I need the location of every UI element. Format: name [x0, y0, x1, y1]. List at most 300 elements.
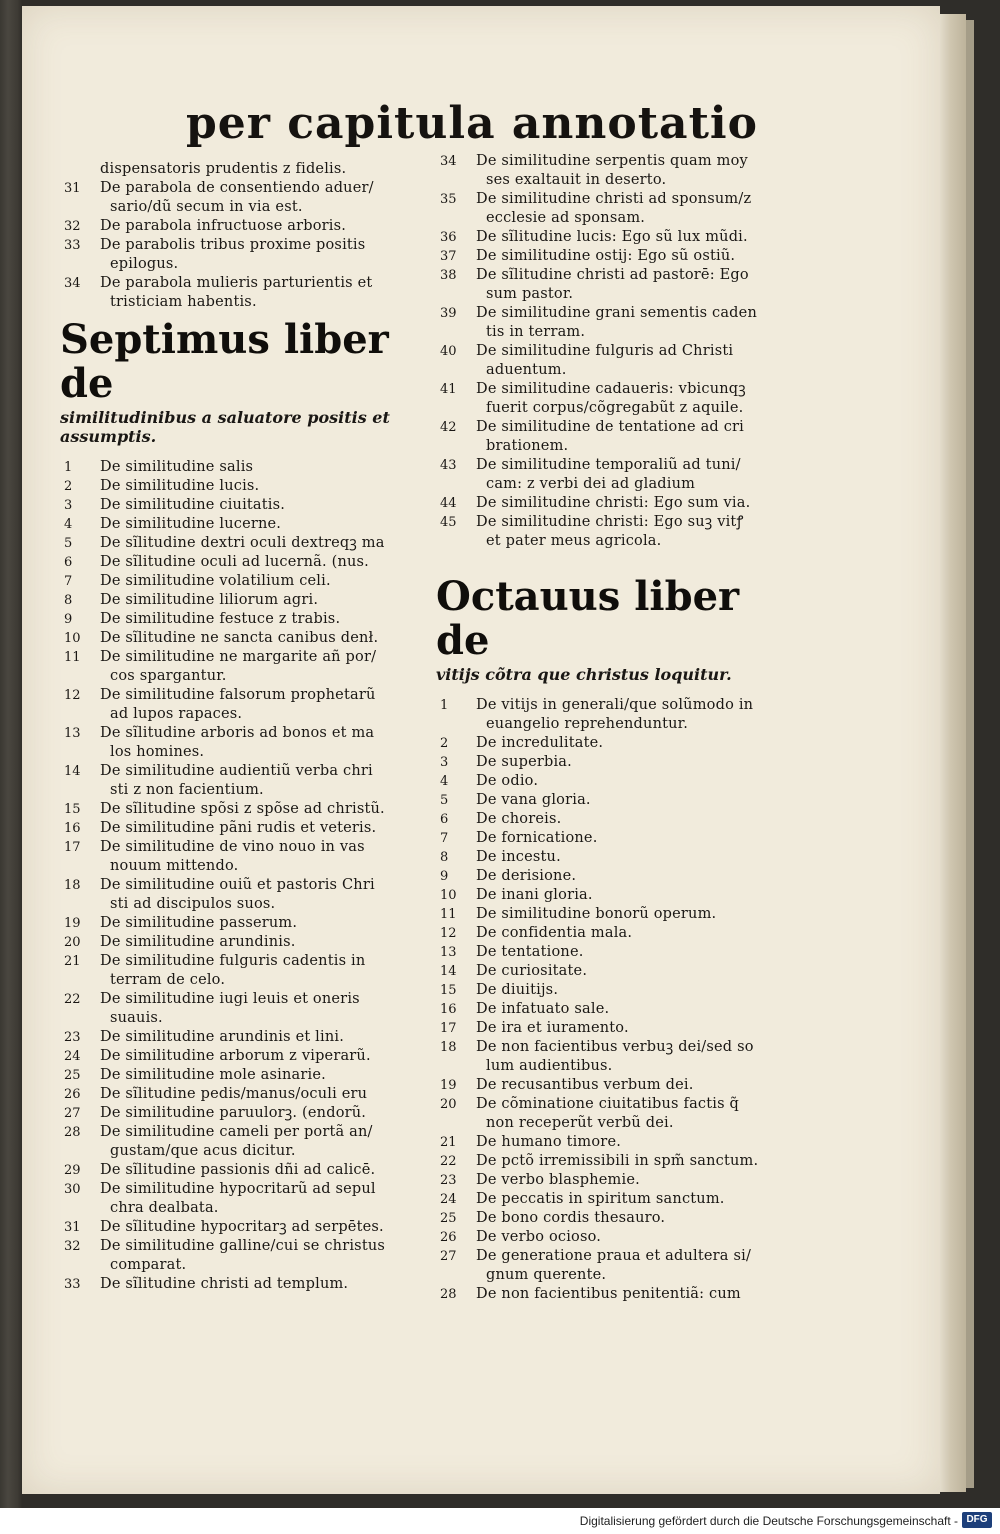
right-top-entries	[436, 152, 796, 551]
chapter-number: 22	[64, 992, 81, 1007]
chapter-title-line: lum audientibus.	[486, 1058, 613, 1074]
list-item	[436, 829, 796, 848]
chapter-number: 24	[440, 1192, 457, 1207]
chapter-title-line: brationem.	[486, 438, 569, 454]
list-item	[436, 1247, 796, 1285]
chapter-title-line: De sĩlitudine hypocritarꝫ ad serpētes.	[100, 1219, 384, 1235]
chapter-title	[476, 962, 796, 981]
chapter-title-line: De parabola infructuose arboris.	[100, 218, 347, 234]
chapter-title-line: De recusantibus verbum dei.	[476, 1077, 694, 1093]
chapter-title-line: De similitudine galline/cui se christus	[100, 1238, 386, 1254]
chapter-number: 26	[64, 1087, 81, 1102]
chapter-number: 19	[440, 1078, 457, 1093]
chapter-title-line: De similitudine ciuitatis.	[100, 497, 286, 513]
chapter-title-line: De sĩlitudine dextri oculi dextreqꝫ ma	[100, 535, 385, 551]
chapter-number: 45	[440, 515, 457, 530]
book8-entries	[436, 696, 796, 1304]
page-edge	[940, 14, 966, 1492]
chapter-number: 20	[64, 935, 81, 950]
list-item	[436, 734, 796, 753]
list-item	[436, 304, 796, 342]
chapter-title	[476, 380, 796, 418]
chapter-title	[476, 791, 796, 810]
chapter-number: 31	[64, 181, 81, 196]
chapter-title-line: De generatione praua et adultera si/	[476, 1248, 752, 1264]
chapter-title	[476, 1228, 796, 1247]
chapter-title	[100, 952, 420, 990]
chapter-title-line: sario/dũ secum in via est.	[110, 199, 303, 215]
list-item	[60, 876, 420, 914]
list-item	[60, 217, 420, 236]
chapter-number: 2	[440, 736, 449, 751]
chapter-title	[100, 648, 420, 686]
chapter-title-line: De similitudine christi: Ego suꝫ vitꝭ	[476, 514, 744, 530]
list-item	[436, 696, 796, 734]
chapter-title-line: De bono cordis thesauro.	[476, 1210, 666, 1226]
chapter-title	[476, 848, 796, 867]
chapter-title-line: euangelio reprehenduntur.	[486, 716, 689, 732]
chapter-number: 6	[440, 812, 449, 827]
list-item	[436, 1038, 796, 1076]
chapter-title-line: De vana gloria.	[476, 792, 591, 808]
chapter-number: 15	[440, 983, 457, 998]
list-item	[436, 152, 796, 190]
chapter-title-line: cos spargantur.	[110, 668, 227, 684]
chapter-title	[100, 160, 420, 179]
chapter-title-line: De tentatione.	[476, 944, 584, 960]
chapter-title-line: De sĩlitudine ne sancta canibus denł.	[100, 630, 379, 646]
chapter-title-line: De cõminatione ciuitatibus factis q̃	[476, 1096, 740, 1112]
chapter-title-line: et pater meus agricola.	[486, 533, 662, 549]
chapter-number: 13	[64, 726, 81, 741]
chapter-title-line: De similitudine christi: Ego sum via.	[476, 495, 751, 511]
list-item	[60, 236, 420, 274]
chapter-title	[100, 236, 420, 274]
chapter-number: 17	[440, 1021, 457, 1036]
list-item	[60, 686, 420, 724]
list-item	[436, 266, 796, 304]
list-item	[60, 990, 420, 1028]
chapter-number: 33	[64, 238, 81, 253]
chapter-title	[476, 228, 796, 247]
chapter-number: 23	[440, 1173, 457, 1188]
chapter-number: 15	[64, 802, 81, 817]
chapter-number: 33	[64, 1277, 81, 1292]
list-item	[60, 458, 420, 477]
list-item	[436, 867, 796, 886]
chapter-title	[476, 304, 796, 342]
page-edge-shadow	[966, 20, 974, 1488]
list-item	[436, 810, 796, 829]
chapter-title-line: De superbia.	[476, 754, 572, 770]
chapter-title	[100, 496, 420, 515]
chapter-title	[476, 886, 796, 905]
list-item	[436, 456, 796, 494]
chapter-title-line: gnum querente.	[486, 1267, 607, 1283]
chapter-number: 7	[64, 574, 73, 589]
chapter-title-line: De similitudine paruulorꝫ. (endorũ.	[100, 1105, 367, 1121]
chapter-number: 3	[440, 755, 449, 770]
chapter-title-line: De similitudine pãni rudis et veteris.	[100, 820, 377, 836]
chapter-number: 43	[440, 458, 457, 473]
list-item	[436, 494, 796, 513]
chapter-title-line: De similitudine mole asinarie.	[100, 1067, 326, 1083]
chapter-title-line: ecclesie ad sponsam.	[486, 210, 646, 226]
chapter-number: 18	[64, 878, 81, 893]
chapter-title-line: De parabola de consentiendo aduer/	[100, 180, 374, 196]
chapter-title-line: De similitudine ostij: Ego sũ ostiũ.	[476, 248, 736, 264]
chapter-number: 5	[440, 793, 449, 808]
list-item	[436, 791, 796, 810]
chapter-title	[100, 610, 420, 629]
chapter-title-line: De pctõ irremissibili in spm̃ sanctum.	[476, 1153, 759, 1169]
chapter-title	[476, 1019, 796, 1038]
list-item	[436, 886, 796, 905]
chapter-number: 14	[64, 764, 81, 779]
list-item	[436, 905, 796, 924]
chapter-title-line: De similitudine serpentis quam moy	[476, 153, 748, 169]
book8-subtitle: vitijs cõtra que christus loquitur.	[436, 665, 732, 684]
chapter-title-line: De ira et iuramento.	[476, 1020, 629, 1036]
chapter-number: 8	[440, 850, 449, 865]
chapter-number: 14	[440, 964, 457, 979]
chapter-title-line: De sĩlitudine arboris ad bonos et ma	[100, 725, 375, 741]
list-item	[436, 228, 796, 247]
chapter-number: 26	[440, 1230, 457, 1245]
list-item	[60, 800, 420, 819]
list-item	[436, 753, 796, 772]
chapter-number: 27	[64, 1106, 81, 1121]
chapter-number: 30	[64, 1182, 81, 1197]
list-item	[60, 515, 420, 534]
chapter-title-line: De similitudine hypocritarũ ad sepul	[100, 1181, 376, 1197]
chapter-number: 1	[64, 460, 73, 475]
chapter-number: 44	[440, 496, 457, 511]
chapter-title-line: cam: z verbi dei ad gladium	[486, 476, 696, 492]
chapter-title	[476, 342, 796, 380]
chapter-title-line: tis in terram.	[486, 324, 586, 340]
chapter-title-line: sum pastor.	[486, 286, 574, 302]
chapter-title	[100, 800, 420, 819]
book7-entries	[60, 458, 420, 1294]
chapter-number: 12	[64, 688, 81, 703]
chapter-title-line: sti ad discipulos suos.	[110, 896, 276, 912]
list-item	[436, 981, 796, 1000]
list-item	[436, 342, 796, 380]
chapter-number: 1	[440, 698, 449, 713]
list-item	[60, 933, 420, 952]
list-item	[436, 1076, 796, 1095]
chapter-title-line: De similitudine arundinis et lini.	[100, 1029, 345, 1045]
chapter-title	[476, 943, 796, 962]
chapter-number: 37	[440, 249, 457, 264]
list-item	[60, 1085, 420, 1104]
chapter-title-line: De similitudine ne margarite añ por/	[100, 649, 377, 665]
chapter-title-line: De sĩlitudine christi ad templum.	[100, 1276, 349, 1292]
left-column	[60, 160, 420, 1294]
list-item	[436, 1228, 796, 1247]
list-item	[436, 1209, 796, 1228]
chapter-title-line: De similitudine salis	[100, 459, 254, 475]
chapter-title	[100, 572, 420, 591]
chapter-number: 13	[440, 945, 457, 960]
chapter-title-line: De odio.	[476, 773, 539, 789]
chapter-title	[476, 456, 796, 494]
chapter-title	[476, 810, 796, 829]
chapter-title	[100, 1180, 420, 1218]
chapter-title-line: los homines.	[110, 744, 205, 760]
book7-subtitle: similitudinibus a saluatore positis et assumptis.	[60, 408, 390, 446]
chapter-number: 11	[440, 907, 457, 922]
chapter-title	[100, 591, 420, 610]
chapter-title-line: De similitudine ouiũ et pastoris Chri	[100, 877, 375, 893]
chapter-title-line: gustam/que acus dicitur.	[110, 1143, 296, 1159]
chapter-title-line: De derisione.	[476, 868, 577, 884]
chapter-title-line: De similitudine fulguris ad Christi	[476, 343, 734, 359]
list-item	[60, 648, 420, 686]
list-item	[60, 179, 420, 217]
chapter-number: 31	[64, 1220, 81, 1235]
list-item	[436, 380, 796, 418]
chapter-title-line: De confidentia mala.	[476, 925, 633, 941]
list-item	[60, 1161, 420, 1180]
chapter-title-line: De similitudine passerum.	[100, 915, 298, 931]
chapter-title	[100, 876, 420, 914]
list-item	[436, 1095, 796, 1133]
chapter-number: 20	[440, 1097, 457, 1112]
left-top-entries	[60, 160, 420, 312]
chapter-title-line: De similitudine volatilium celi.	[100, 573, 331, 589]
chapter-title-line: De vitijs in generali/que solũmodo in	[476, 697, 754, 713]
chapter-title	[100, 1047, 420, 1066]
chapter-title-line: De parabolis tribus proxime positis	[100, 237, 366, 253]
list-item	[60, 534, 420, 553]
chapter-number: 23	[64, 1030, 81, 1045]
chapter-title-line: De inani gloria.	[476, 887, 593, 903]
chapter-title	[476, 418, 796, 456]
chapter-title-line: De fornicatione.	[476, 830, 598, 846]
chapter-title	[476, 1171, 796, 1190]
list-item	[60, 629, 420, 648]
list-item	[436, 962, 796, 981]
chapter-title	[100, 686, 420, 724]
list-item	[436, 772, 796, 791]
right-column	[436, 152, 796, 1304]
chapter-title	[476, 905, 796, 924]
chapter-title	[100, 179, 420, 217]
chapter-title	[476, 1209, 796, 1228]
chapter-title-line: non receperũt verbũ dei.	[486, 1115, 674, 1131]
chapter-title-line: De similitudine audientiũ verba chri	[100, 763, 373, 779]
chapter-title	[476, 1190, 796, 1209]
list-item	[60, 724, 420, 762]
list-item	[436, 1190, 796, 1209]
chapter-title	[100, 458, 420, 477]
chapter-number: 21	[440, 1135, 457, 1150]
chapter-number: 32	[64, 219, 81, 234]
chapter-title-line: De similitudine festuce z trabis.	[100, 611, 341, 627]
chapter-title	[100, 477, 420, 496]
chapter-number: 5	[64, 536, 73, 551]
chapter-title	[476, 696, 796, 734]
chapter-number: 39	[440, 306, 457, 321]
chapter-title	[476, 734, 796, 753]
chapter-title	[476, 753, 796, 772]
chapter-number: 16	[440, 1002, 457, 1017]
list-item	[436, 190, 796, 228]
chapter-title-line: nouum mittendo.	[110, 858, 239, 874]
chapter-number: 12	[440, 926, 457, 941]
chapter-title-line: De similitudine lucerne.	[100, 516, 282, 532]
chapter-number: 36	[440, 230, 457, 245]
chapter-title	[476, 266, 796, 304]
list-item	[436, 848, 796, 867]
chapter-number: 4	[64, 517, 73, 532]
chapter-title	[476, 981, 796, 1000]
chapter-number: 29	[64, 1163, 81, 1178]
list-item	[436, 247, 796, 266]
dfg-logo: DFG	[962, 1512, 992, 1528]
chapter-number: 24	[64, 1049, 81, 1064]
list-item	[436, 924, 796, 943]
list-item	[60, 1275, 420, 1294]
chapter-number: 7	[440, 831, 449, 846]
chapter-title-line: De incestu.	[476, 849, 561, 865]
chapter-title-line: De humano timore.	[476, 1134, 622, 1150]
chapter-title	[100, 515, 420, 534]
chapter-number: 28	[440, 1287, 457, 1302]
chapter-title-line: suauis.	[110, 1010, 163, 1026]
chapter-title	[476, 1038, 796, 1076]
list-item	[436, 1133, 796, 1152]
list-item	[60, 1066, 420, 1085]
chapter-number: 9	[64, 612, 73, 627]
chapter-title-line: De similitudine lucis.	[100, 478, 260, 494]
chapter-title	[100, 1237, 420, 1275]
chapter-number: 25	[440, 1211, 457, 1226]
chapter-title	[100, 534, 420, 553]
chapter-title-line: De similitudine fulguris cadentis in	[100, 953, 366, 969]
chapter-title-line: De peccatis in spiritum sanctum.	[476, 1191, 725, 1207]
chapter-title-line: chra dealbata.	[110, 1200, 219, 1216]
chapter-number: 19	[64, 916, 81, 931]
chapter-number: 38	[440, 268, 457, 283]
chapter-title-line: De similitudine arborum z viperarũ.	[100, 1048, 371, 1064]
list-item	[60, 838, 420, 876]
list-item	[60, 1237, 420, 1275]
chapter-title-line: De similitudine de tentatione ad cri	[476, 419, 745, 435]
chapter-title-line: De sĩlitudine christi ad pastorē: Ego	[476, 267, 749, 283]
chapter-title	[476, 1285, 796, 1304]
chapter-number: 4	[440, 774, 449, 789]
list-item	[436, 418, 796, 456]
chapter-number: 22	[440, 1154, 457, 1169]
chapter-number: 10	[440, 888, 457, 903]
chapter-title	[100, 274, 420, 312]
chapter-title	[100, 762, 420, 800]
chapter-title	[476, 867, 796, 886]
chapter-title	[100, 553, 420, 572]
chapter-number: 42	[440, 420, 457, 435]
chapter-title-line: ses exaltauit in deserto.	[486, 172, 667, 188]
list-item	[436, 1019, 796, 1038]
list-item	[60, 610, 420, 629]
book8-title: Octauus liber de	[436, 573, 740, 664]
chapter-title	[100, 1104, 420, 1123]
list-item	[60, 477, 420, 496]
list-item	[60, 553, 420, 572]
book7-title: Septimus liber de	[60, 316, 389, 407]
footer-credit: Digitalisierung gefördert durch die Deutsche Forschungsgemeinschaft -	[579, 1514, 958, 1528]
chapter-title	[100, 724, 420, 762]
chapter-number: 16	[64, 821, 81, 836]
chapter-title-line: sti z non facientium.	[110, 782, 264, 798]
chapter-title	[100, 990, 420, 1028]
chapter-title-line: De similitudine cameli per portã an/	[100, 1124, 373, 1140]
chapter-title-line: De sĩlitudine lucis: Ego sũ lux mũdi.	[476, 229, 748, 245]
chapter-number: 35	[440, 192, 457, 207]
chapter-title-line: De similitudine liliorum agri.	[100, 592, 319, 608]
chapter-title-line: De similitudine grani sementis caden	[476, 305, 757, 321]
chapter-title	[100, 1028, 420, 1047]
chapter-title-line: De similitudine iugi leuis et oneris	[100, 991, 360, 1007]
chapter-title	[476, 513, 796, 551]
chapter-number: 11	[64, 650, 81, 665]
chapter-title-line: comparat.	[110, 1257, 187, 1273]
chapter-title-line: aduentum.	[486, 362, 567, 378]
chapter-title	[476, 1000, 796, 1019]
chapter-title-line: De infatuato sale.	[476, 1001, 610, 1017]
chapter-title-line: De curiositate.	[476, 963, 588, 979]
chapter-number: 8	[64, 593, 73, 608]
list-item	[60, 1028, 420, 1047]
list-item	[436, 1171, 796, 1190]
chapter-title	[476, 1152, 796, 1171]
chapter-title	[100, 933, 420, 952]
chapter-title	[476, 829, 796, 848]
chapter-title	[476, 494, 796, 513]
chapter-number: 10	[64, 631, 81, 646]
chapter-title-line: De similitudine cadaueris: vbicunqꝫ	[476, 381, 746, 397]
list-item	[60, 762, 420, 800]
chapter-title-line: De non facientibus verbuꝫ dei/sed so	[476, 1039, 754, 1055]
chapter-title-line: De similitudine christi ad sponsum/z	[476, 191, 752, 207]
chapter-title	[476, 247, 796, 266]
chapter-title-line: De choreis.	[476, 811, 562, 827]
chapter-title-line: tristiciam habentis.	[110, 294, 257, 310]
chapter-title-line: De incredulitate.	[476, 735, 604, 751]
list-item	[60, 591, 420, 610]
chapter-title	[476, 924, 796, 943]
chapter-title	[100, 1161, 420, 1180]
chapter-title-line: De sĩlitudine spõsi z spõse ad christũ.	[100, 801, 385, 817]
chapter-title	[100, 1275, 420, 1294]
chapter-title	[476, 1076, 796, 1095]
chapter-title	[100, 1123, 420, 1161]
chapter-number: 9	[440, 869, 449, 884]
list-item	[436, 513, 796, 551]
chapter-number: 21	[64, 954, 81, 969]
chapter-number: 41	[440, 382, 457, 397]
chapter-title	[100, 1066, 420, 1085]
chapter-title-line: De verbo blasphemie.	[476, 1172, 640, 1188]
chapter-title	[476, 152, 796, 190]
chapter-number: 3	[64, 498, 73, 513]
chapter-title-line: De verbo ocioso.	[476, 1229, 602, 1245]
chapter-number: 34	[64, 276, 81, 291]
chapter-title	[476, 190, 796, 228]
list-item	[436, 943, 796, 962]
